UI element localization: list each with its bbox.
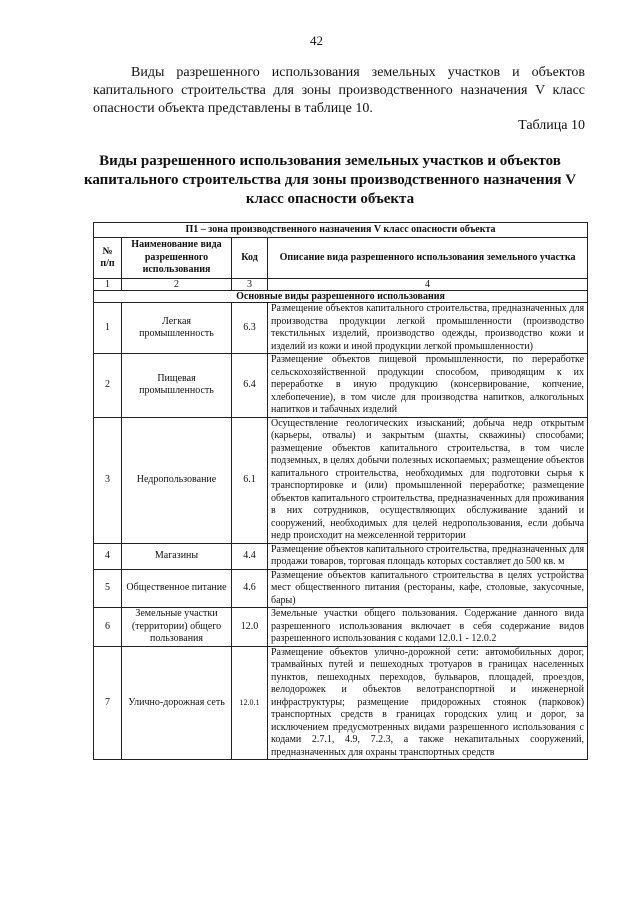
table-row xyxy=(94,543,588,569)
table-row xyxy=(94,569,588,608)
column-number: 2 xyxy=(122,279,232,291)
row-code: 6.1 xyxy=(232,417,268,543)
row-code: 4.6 xyxy=(232,569,268,608)
row-code: 4.4 xyxy=(232,543,268,569)
zone-title: П1 – зона производственного назначения V класс опасности объекта xyxy=(94,223,588,238)
row-name: Пищевая промышленность xyxy=(122,354,232,418)
page-number: 42 xyxy=(310,33,323,48)
intro-paragraph: Виды разрешенного использования земельных участков и объектов капитального строительства для зоны производственного назначения V класс опасности объекта представлены в таблице 10. xyxy=(93,65,585,116)
row-number: 6 xyxy=(94,608,122,647)
row-code: 12.0 xyxy=(232,608,268,647)
row-number: 1 xyxy=(94,303,122,354)
header-description: Описание вида разрешенного использования земельного участка xyxy=(268,238,588,279)
header-number: № п/п xyxy=(94,238,122,279)
header-code: Код xyxy=(232,238,268,279)
row-name: Улично-дорожная сеть xyxy=(122,646,232,760)
table-row xyxy=(94,303,588,354)
table-row xyxy=(94,417,588,543)
table-heading: Виды разрешенного использования земельных участков и объектов капитального строительства для зоны производственного назначения V класс опасности объекта xyxy=(83,153,577,207)
row-description: Размещение объектов пищевой промышленности, по переработке сельскохозяйственной продукции способом, приводящим к их переработке в иную продукцию (консервирование, копчение, хлебопечение), в том числе для производства напитков, алкогольных напитков и табачных изделий xyxy=(268,354,588,418)
row-name: Недропользование xyxy=(122,417,232,543)
table-label: Таблица 10 xyxy=(518,118,585,133)
header-row xyxy=(94,238,588,279)
column-number: 1 xyxy=(94,279,122,291)
row-name: Общественное питание xyxy=(122,569,232,608)
row-number: 4 xyxy=(94,543,122,569)
row-name: Земельные участки (территории) общего пользования xyxy=(122,608,232,647)
section-title: Основные виды разрешенного использования xyxy=(94,291,588,303)
header-name: Наименование вида разрешенного использования xyxy=(122,238,232,279)
table-row xyxy=(94,354,588,418)
row-code: 6.4 xyxy=(232,354,268,418)
row-description: Земельные участки общего пользования. Содержание данного вида разрешенного использования включает в себя содержание видов разрешенного использования с кодами 12.0.1 - 12.0.2 xyxy=(268,608,588,647)
land-use-table xyxy=(93,222,588,760)
row-number: 7 xyxy=(94,646,122,760)
row-description: Осуществление геологических изысканий; добыча недр открытым (карьеры, отвалы) и закрытым (шахты, скважины) способами; размещение объектов капитального строительства, в том числе подземных, в целях добычи полезных ископаемых; размещение объектов капитального строительства, необходимых для подготовки сырья к транспортировке и (или) промышленной переработке; размещение объектов капитального строительства, предназначенных для проживания в них сотрудников, осуществляющих обслуживание зданий и сооружений, необходимых для целей недропользования, если добыча недр происходит на межселенной территории xyxy=(268,417,588,543)
column-number: 3 xyxy=(232,279,268,291)
row-number: 3 xyxy=(94,417,122,543)
row-number: 5 xyxy=(94,569,122,608)
row-code: 12.0.1 xyxy=(232,646,268,760)
zone-title-row xyxy=(94,223,588,238)
section-row xyxy=(94,291,588,303)
column-number-row xyxy=(94,279,588,291)
row-description: Размещение объектов капитального строительства в целях устройства мест общественного питания (рестораны, кафе, столовые, закусочные, бары) xyxy=(268,569,588,608)
row-description: Размещение объектов капитального строительства, предназначенных для продажи товаров, торговая площадь которых составляет до 500 кв. м xyxy=(268,543,588,569)
row-description: Размещение объектов капитального строительства, предназначенных для производства продукции легкой промышленности (производство текстильных изделий, производство одежды, производство кожи и изделий из кожи и иной продукции легкой промышленности) xyxy=(268,303,588,354)
row-code: 6.3 xyxy=(232,303,268,354)
row-number: 2 xyxy=(94,354,122,418)
table-row xyxy=(94,646,588,760)
column-number: 4 xyxy=(268,279,588,291)
row-name: Легкая промышленность xyxy=(122,303,232,354)
row-description: Размещение объектов улично-дорожной сети: автомобильных дорог, трамвайных путей и пешеходных тротуаров в границах населенных пунктов, пешеходных переходов, бульваров, площадей, проездов, велодорожек и объектов велотранспортной и инженерной инфраструктуры; размещение придорожных стоянок (парковок) транспортных средств в границах городских улиц и дорог, за исключением предусмотренных видами разрешенного использования с кодами 2.7.1, 4.9, 7.2.3, а также некапитальных сооружений, предназначенных для охраны транспортных средств xyxy=(268,646,588,760)
row-name: Магазины xyxy=(122,543,232,569)
table-row xyxy=(94,608,588,647)
